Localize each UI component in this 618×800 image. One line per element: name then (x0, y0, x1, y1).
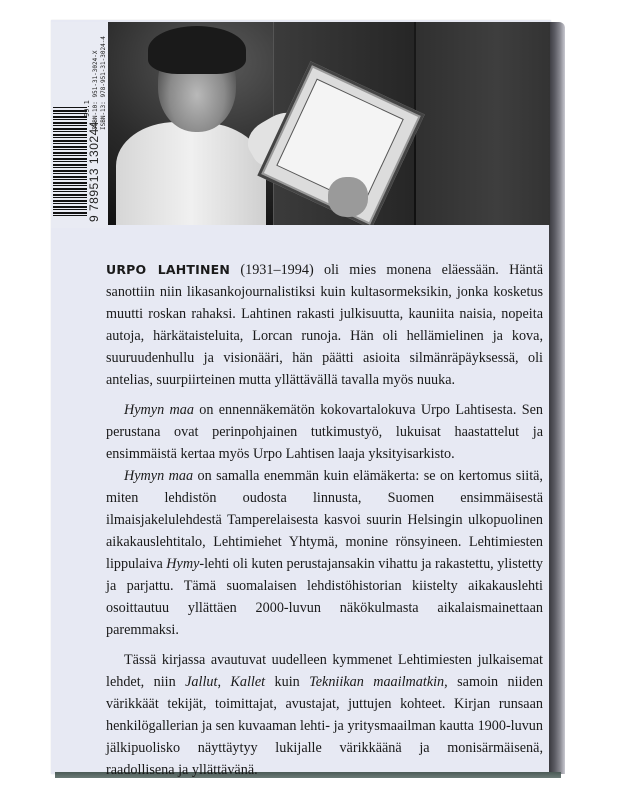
barcode-icon (53, 107, 87, 218)
blurb-paragraph-3 (106, 465, 543, 641)
isbn-10: ISBN-10: 951-31-3024-X (92, 50, 99, 130)
book-title: Hymyn maa (124, 468, 194, 484)
paragraph-text: , samoin niiden värikkäät tekijät, toimittajat, avustajat, juttujen kohteet. Kirjan runsaan henkilögallerian ja sen kuvaaman lehti- ja yritysmaailman kautta 1900-luvun jälkipuolisko näyttäytyy lukijalle värikkäänä ja monisärmäisenä, raadollisena ja yllättävänä. (106, 674, 543, 778)
author-name: URPO LAHTINEN (106, 262, 231, 277)
blurb-text (106, 259, 543, 781)
paragraph-text: on ennennäkemätön kokovartalokuva Urpo Lahtisesta. Sen perustana ovat perinpohjainen tutkimustyö, lukuisat haastattelut ja ensimmäistä kertaa myös Urpo Lahtisen laaja yksityisarkisto. (106, 402, 543, 462)
photo-dark-panel (416, 22, 550, 225)
magazine-name: Hymy (166, 556, 200, 572)
paragraph-text: kuin (265, 674, 310, 690)
magazine-name: Tekniikan maailmatkin (309, 674, 445, 690)
blurb-paragraph-4 (106, 649, 543, 781)
paragraph-text: , (217, 674, 231, 690)
price-code: 99.1 (83, 100, 91, 117)
paragraph-text: (1931–1994) oli mies monena eläessään. Häntä sanottiin niin likasankojournalistiksi kuin kultasormeksikin, jonka kosketus muutti roskan rahaksi. Lahtinen rakasti julkisuutta, kauniita naisia, nopeita autoja, härkätaisteluita, Lorcan runoja. Hän oli hellämielinen ja kova, suuruudenhullu ja visionääri, hän päätti asioita silmänräpäyksessä, oli antelias, suurpiirteinen mutta yllättävällä tavalla myös nuuka. (106, 262, 543, 388)
photo-hair (148, 26, 246, 74)
magazine-name: Jallut (185, 674, 218, 690)
paragraph-text: -lehti oli kuten perustajansakin vihattu ja rakastettu, ylistetty ja parjattu. Tämä suomalaisen lehdistöhistorian kiistelty aikakauslehti osoittautuu yllättäen 2000-luvun näkökulmasta aikalaismainettaan paremmaksi. (106, 556, 543, 638)
paragraph-text: on samalla enemmän kuin elämäkerta: se on kertomus siitä, miten lehdistön oudosta linnusta, Suomen ensimmäisestä ilmaisjakelulehdestä Tamperelaisesta kasvoi suurin Helsingin ulkopuolinen aikakauslehtitalo, Lehtimiehet Yhtymä, monine rönsyineen. Lehtimiesten lippulaiva (106, 468, 543, 572)
paragraph-text: Tässä kirjassa avautuvat uudelleen kymmenet Lehtimiesten julkaisemat lehdet, niin (106, 652, 543, 690)
book-spine (549, 22, 565, 774)
book-title: Hymyn maa (124, 402, 194, 418)
photo-shirt (116, 122, 266, 225)
magazine-name: Kallet (230, 674, 266, 690)
blurb-paragraph-1 (106, 259, 543, 391)
author-photo (108, 22, 550, 225)
isbn-sticker (51, 22, 108, 228)
barcode-number: 9 789513 130244 (87, 121, 101, 222)
blurb-paragraph-2 (106, 399, 543, 465)
photo-hand (328, 177, 368, 217)
isbn-13: ISBN-13: 978-951-31-3024-4 (100, 36, 107, 130)
